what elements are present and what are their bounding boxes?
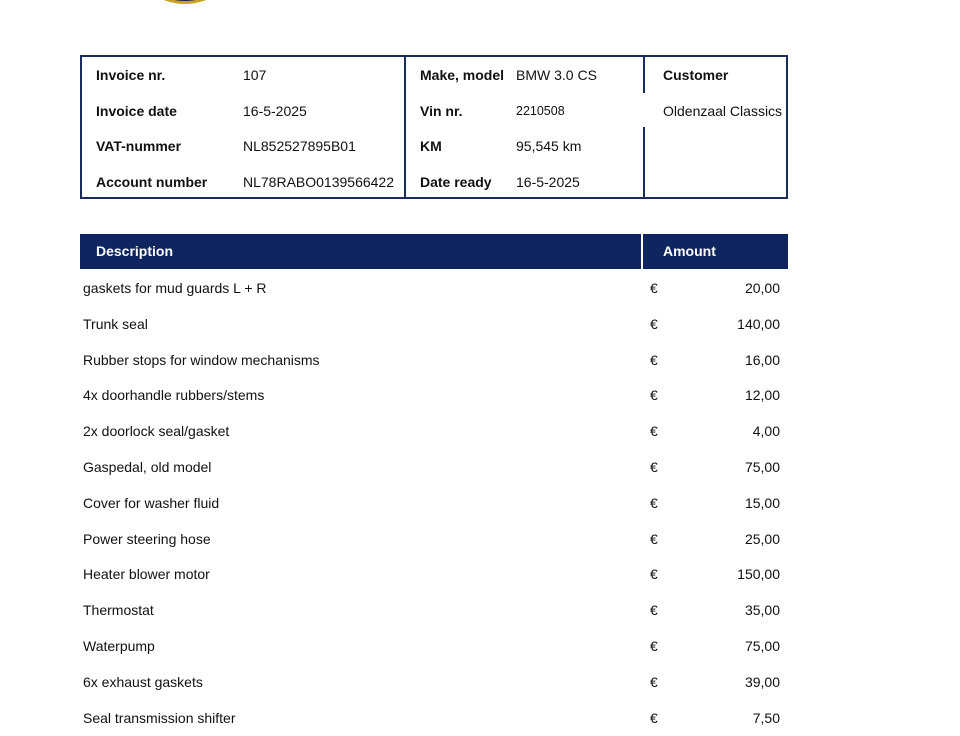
- item-amount: 20,00: [744, 280, 780, 296]
- customer-label: Customer: [663, 67, 729, 83]
- table-row: [80, 665, 788, 701]
- currency-symbol: €: [650, 423, 658, 440]
- km-label: KM: [420, 138, 442, 154]
- date-ready-value: 16-5-2025: [516, 174, 580, 190]
- item-amount: 12,00: [744, 387, 780, 404]
- currency-symbol: €: [650, 458, 658, 475]
- item-amount: 4,00: [752, 423, 780, 440]
- invoice-nr-label: Invoice nr.: [96, 67, 166, 83]
- km-value: 95,545 km: [516, 138, 582, 154]
- invoice-info-box: [80, 55, 788, 199]
- invoice-date-label: Invoice date: [96, 103, 177, 119]
- description-header: Description: [96, 243, 174, 259]
- item-description: Trunk seal: [83, 315, 148, 332]
- items-table-header: [80, 234, 788, 269]
- invoice-nr-value: 107: [243, 67, 267, 83]
- currency-symbol: €: [650, 566, 658, 583]
- company-logo: [140, 0, 230, 4]
- currency-symbol: €: [650, 351, 658, 368]
- customer-value: Oldenzaal Classics: [663, 103, 783, 119]
- item-amount: 150,00: [737, 566, 780, 583]
- item-amount: 15,00: [744, 494, 780, 511]
- table-row: [80, 486, 788, 522]
- item-amount: 35,00: [744, 602, 780, 619]
- currency-symbol: €: [650, 602, 658, 619]
- item-description: Power steering hose: [83, 530, 211, 547]
- currency-symbol: €: [650, 637, 658, 654]
- table-row: [80, 701, 788, 736]
- vat-label: VAT-nummer: [96, 138, 182, 154]
- item-description: Cover for washer fluid: [83, 494, 220, 511]
- item-description: Thermostat: [83, 602, 154, 619]
- amount-header: Amount: [663, 243, 716, 259]
- item-description: Heater blower motor: [83, 566, 210, 583]
- table-row: [80, 414, 788, 450]
- currency-symbol: €: [650, 280, 658, 296]
- items-table-body: [80, 271, 788, 736]
- date-ready-label: Date ready: [420, 174, 492, 190]
- header-divider: [641, 234, 643, 269]
- item-amount: 16,00: [744, 351, 780, 368]
- item-amount: 7,50: [752, 709, 780, 726]
- currency-symbol: €: [650, 530, 658, 547]
- invoice-date-value: 16-5-2025: [243, 103, 307, 119]
- table-row: [80, 271, 788, 307]
- currency-symbol: €: [650, 315, 658, 332]
- item-amount: 140,00: [737, 315, 780, 332]
- currency-symbol: €: [650, 387, 658, 404]
- item-amount: 75,00: [744, 458, 780, 475]
- vin-value: 2210508: [516, 104, 565, 118]
- make-model-value: BMW 3.0 CS: [516, 67, 597, 83]
- item-description: 4x doorhandle rubbers/stems: [83, 387, 265, 404]
- table-row: [80, 629, 788, 665]
- table-row: [80, 450, 788, 486]
- item-description: Seal transmission shifter: [83, 709, 236, 726]
- table-row: [80, 593, 788, 629]
- currency-symbol: €: [650, 709, 658, 726]
- item-amount: 75,00: [744, 637, 780, 654]
- item-description: Waterpump: [83, 637, 155, 654]
- vin-label: Vin nr.: [420, 103, 463, 119]
- item-amount: 39,00: [744, 673, 780, 690]
- currency-symbol: €: [650, 494, 658, 511]
- account-value: NL78RABO0139566422: [243, 174, 395, 190]
- item-description: 6x exhaust gaskets: [83, 673, 203, 690]
- vat-value: NL852527895B01: [243, 138, 356, 154]
- currency-symbol: €: [650, 673, 658, 690]
- table-row: [80, 343, 788, 379]
- item-amount: 25,00: [744, 530, 780, 547]
- make-model-label: Make, model: [420, 67, 505, 83]
- table-row: [80, 307, 788, 343]
- item-description: 2x doorlock seal/gasket: [83, 423, 230, 440]
- item-description: Rubber stops for window mechanisms: [83, 351, 320, 368]
- table-row: [80, 557, 788, 593]
- item-description: gaskets for mud guards L + R: [83, 280, 267, 296]
- item-description: Gaspedal, old model: [83, 458, 212, 475]
- table-row: [80, 522, 788, 558]
- account-label: Account number: [96, 174, 208, 190]
- table-row: [80, 378, 788, 414]
